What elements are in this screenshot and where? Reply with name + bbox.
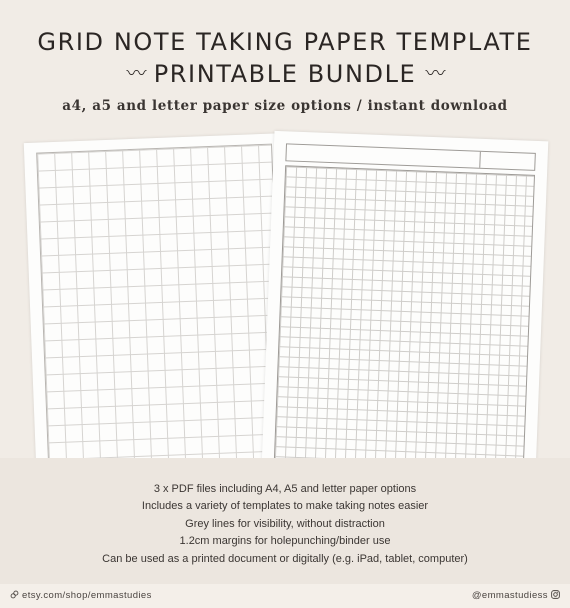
grid-area (274, 165, 535, 474)
title-line-1: GRID NOTE TAKING PAPER TEMPLATE (37, 28, 533, 56)
wave-decoration-right: 〰 (425, 61, 444, 85)
link-icon (10, 590, 19, 599)
grid-area (36, 144, 284, 473)
footer (0, 584, 570, 608)
feature-item: 1.2cm margins for holepunching/binder use (179, 535, 391, 548)
grid-paper-preview-right (262, 131, 549, 475)
instagram-icon (551, 590, 560, 599)
instagram-handle: @emmastudiess (471, 590, 548, 601)
title-line-2-text: PRINTABLE BUNDLE (153, 60, 417, 88)
feature-item: Grey lines for visibility, without distraction (185, 517, 385, 530)
feature-item: Can be used as a printed document or digitally (e.g. iPad, tablet, computer) (102, 552, 468, 565)
feature-item: Includes a variety of templates to make taking notes easier (141, 500, 429, 513)
shop-url: etsy.com/shop/emmastudies (22, 590, 152, 601)
subtitle: a4, a5 and letter paper size options / instant download (62, 98, 508, 114)
feature-item: 3 x PDF files including A4, A5 and letter paper options (153, 483, 417, 495)
features-band (0, 458, 570, 584)
grid-paper-preview-left (24, 133, 296, 473)
instagram-link[interactable] (472, 590, 560, 601)
wave-decoration-left: 〰 (126, 61, 145, 85)
shop-link[interactable] (10, 590, 152, 601)
header-divider (479, 152, 481, 168)
title-line-2 (0, 59, 570, 88)
feature-list (0, 458, 570, 568)
